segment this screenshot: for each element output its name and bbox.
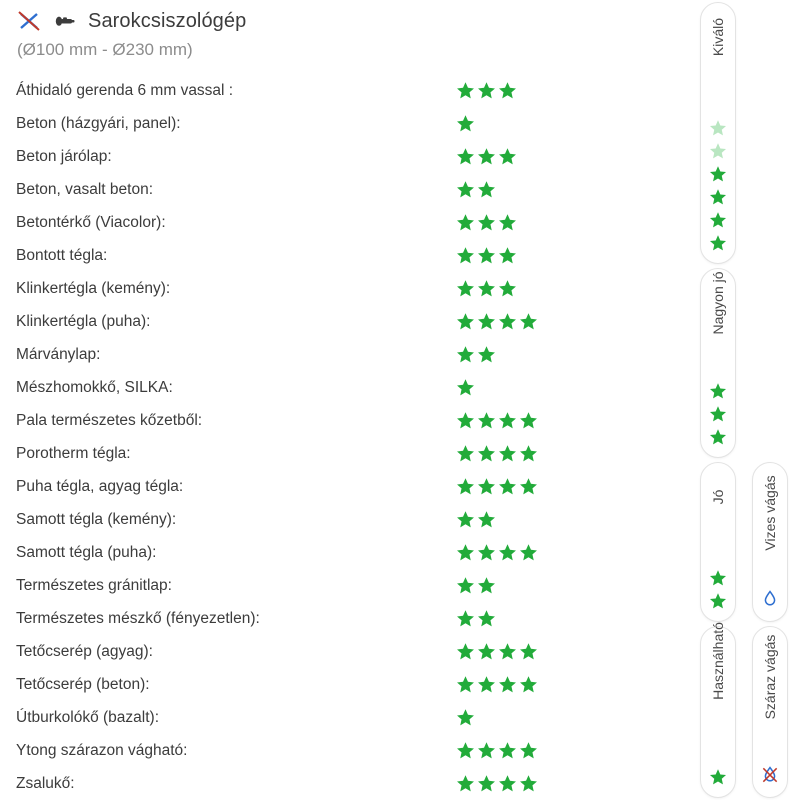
rating-scale-pill: [700, 462, 736, 622]
material-label: Áthidaló gerenda 6 mm vassal :: [16, 81, 234, 99]
table-row: [16, 470, 656, 503]
table-row: [16, 206, 656, 239]
rating-stars: [456, 741, 538, 760]
rating-stars: [456, 774, 538, 793]
table-row: [16, 404, 656, 437]
page-subtitle: (Ø100 mm - Ø230 mm): [17, 40, 193, 59]
no-wet-cut-icon: [16, 8, 42, 34]
header: [16, 4, 636, 60]
table-row: [16, 503, 656, 536]
title-row: [16, 4, 636, 38]
material-label: Ytong szárazon vágható:: [16, 741, 188, 759]
capability-table: [16, 74, 656, 800]
cutting-mode-pill: [752, 462, 788, 622]
rating-stars: [456, 312, 538, 331]
material-label: Samott tégla (puha):: [16, 543, 157, 561]
rating-stars: [456, 708, 475, 727]
rating-scale-label: Kiváló: [710, 17, 726, 57]
table-row: [16, 569, 656, 602]
rating-stars: [456, 345, 496, 364]
rating-stars: [456, 180, 496, 199]
cutting-mode-pill: [752, 626, 788, 798]
table-row: [16, 338, 656, 371]
rating-scale-label: Használható: [710, 622, 726, 700]
water-drop-icon: [760, 589, 780, 609]
material-label: Pala természetes kőzetből:: [16, 411, 203, 429]
material-label: Klinkertégla (kemény):: [16, 279, 171, 297]
table-row: [16, 74, 656, 107]
material-label: Útburkolókő (bazalt):: [16, 708, 160, 726]
rating-scale-stars: [709, 569, 727, 610]
table-row: [16, 767, 656, 800]
material-label: Beton (házgyári, panel):: [16, 114, 181, 132]
rating-stars: [456, 477, 538, 496]
rating-stars: [456, 609, 496, 628]
material-label: Mészhomokkő, SILKA:: [16, 378, 173, 396]
material-label: Tetőcserép (agyag):: [16, 642, 153, 660]
table-row: [16, 107, 656, 140]
material-label: Bontott tégla:: [16, 246, 108, 264]
material-label: Samott tégla (kemény):: [16, 510, 177, 528]
table-row: [16, 140, 656, 173]
rating-scale-pill: [700, 268, 736, 458]
table-row: [16, 371, 656, 404]
rating-stars: [456, 642, 538, 661]
cutting-mode-label: Vizes vágás: [762, 475, 778, 551]
rating-scale-stars: [709, 382, 727, 446]
material-label: Természetes gránitlap:: [16, 576, 172, 594]
rating-stars: [456, 675, 538, 694]
rating-stars: [456, 543, 538, 562]
rating-stars: [456, 147, 517, 166]
table-row: [16, 668, 656, 701]
material-label: Természetes mészkő (fényezetlen):: [16, 609, 260, 627]
rating-scale-stars: [709, 119, 727, 252]
material-label: Betontérkő (Viacolor):: [16, 213, 166, 231]
table-row: [16, 536, 656, 569]
rating-stars: [456, 411, 538, 430]
material-label: Beton, vasalt beton:: [16, 180, 154, 198]
material-label: Márványlap:: [16, 345, 101, 363]
no-water-drop-icon: [760, 765, 780, 785]
rating-stars: [456, 81, 517, 100]
material-label: Beton járólap:: [16, 147, 112, 165]
angle-grinder-icon: [52, 8, 78, 34]
rating-scale-label: Jó: [710, 489, 726, 505]
table-row: [16, 173, 656, 206]
rating-scale-pill: [700, 622, 736, 798]
rating-stars: [456, 213, 517, 232]
cutting-mode-label: Száraz vágás: [762, 634, 778, 720]
rating-stars: [456, 246, 517, 265]
rating-stars: [456, 444, 538, 463]
material-label: Tetőcserép (beton):: [16, 675, 150, 693]
table-row: [16, 305, 656, 338]
rating-scale-stars: [709, 768, 727, 786]
table-row: [16, 602, 656, 635]
rating-stars: [456, 114, 475, 133]
rating-scale-label: Nagyon jó: [710, 271, 726, 335]
table-row: [16, 239, 656, 272]
table-row: [16, 272, 656, 305]
material-label: Zsalukő:: [16, 774, 75, 792]
page-title: Sarokcsiszológép: [88, 9, 247, 32]
table-row: [16, 635, 656, 668]
rating-stars: [456, 576, 496, 595]
rating-stars: [456, 378, 475, 397]
table-row: [16, 437, 656, 470]
material-label: Klinkertégla (puha):: [16, 312, 151, 330]
material-label: Porotherm tégla:: [16, 444, 131, 462]
table-row: [16, 701, 656, 734]
rating-stars: [456, 510, 496, 529]
material-label: Puha tégla, agyag tégla:: [16, 477, 184, 495]
rating-scale-pill: [700, 2, 736, 264]
rating-stars: [456, 279, 517, 298]
table-row: [16, 734, 656, 767]
